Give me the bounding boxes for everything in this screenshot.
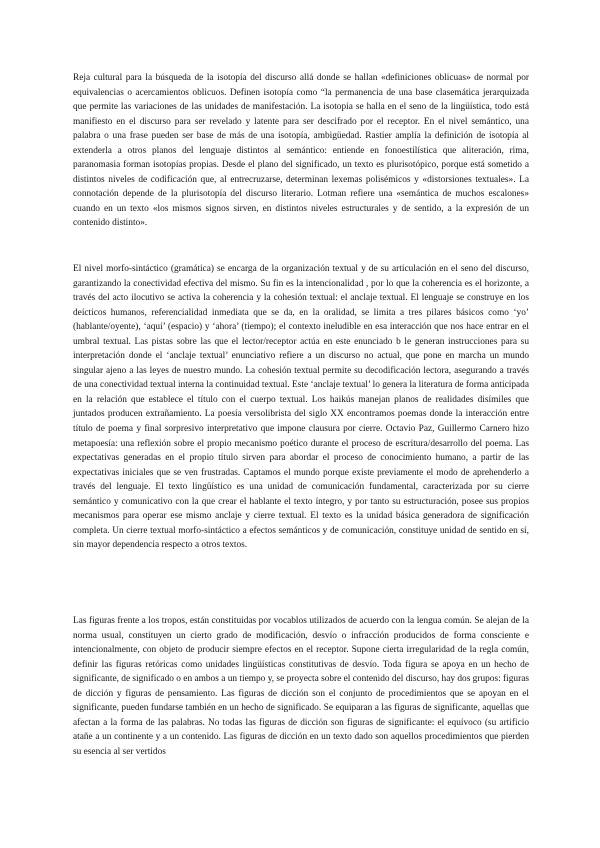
paragraph-isotopy: Reja cultural para la búsqueda de la isotopía del discurso allá donde se hallan «definiciones oblicuas» de normal por equivalencias o acercamientos oblicuos. Definen isotopía como “la permanencia de una base clasemática jerarquizada que permite las variaciones de las unidades de manifestación. La isotopía se halla en el seno de la lingüística, todo está manifiesto en el discurso para ser revelado y latente para ser descifrado por el receptor. En el nivel semántico, una palabra o una frase pueden ser base de más de una isotopía, ambigüedad. Rastier amplía la definición de isotopía al extenderla a otros planos del lenguaje distintos al semántico: entiende en fonoestilística que aliteración, rima, paranomasia forman isotopías propias. Desde el plano del significado, un texto es plurisotópico, porque está sometido a distintos niveles de codificación que, al entrecruzarse, determinan lexemas polisémicos y «distorsiones textuales». La connotación depende de la plurisotopía del discurso literario. Lotman refiere una «semántica de muchos escalones» cuando en un texto «los mismos signos sirven, en distintos niveles estructurales y de sentido, a la expresión de un contenido distinto». xyxy=(73,73,529,229)
paragraph-morphosyntactic-level: El nivel morfo-sintáctico (gramática) se encarga de la organización textual y de su articulación en el seno del discurso, garantizando la conectividad efectiva del mismo. Su fin es la intencionalidad , por lo que la coherencia es el horizonte, a través del acto ilocutivo se activa la coherencia y la cohesión textual: el anclaje textual. El lenguaje se construye en los deícticos humanos, referencialidad inmediata que se da, en la oralidad, se limita a tres pilares básicos como ‘yo’ (hablante/oyente), ‘aquí’ (espacio) y ‘ahora’ (tiempo); el contexto ineludible en esa interacción que nos hace entrar en el umbral textual. Las pistas sobre las que el lector/receptor actúa en este enunciado b le generan instrucciones para su interpretación donde el ‘anclaje textual’ enunciativo refiere a un discurso no actual, que pone en marcha un mundo singular ajeno a las leyes de nuestro mundo. La cohesión textual permite su decodificación lectora, asegurando a través de una conectividad textual interna la continuidad textual. Este ‘anclaje textual’ lo genera la literatura de forma anticipada en la relación que establece el título con el cuerpo textual. Los haikús manejan planos de realidades disímiles que juntados producen extrañamiento. La poesía versolibrista del siglo XX encontramos poemas donde la interacción entre título de poema y final sorpresivo interpretativo que impone clausura por cierre. Octavio Paz, Guillermo Carnero hizo metapoesía: una reflexión sobre el propio mecanismo poético durante el proceso de escritura/desarrollo del poema. Las expectativas generadas en el propio título sirven para abordar el proceso de conocimiento humano, a partir de las expectativas iniciales que se ven frustradas. Captamos el mundo porque existe previamente el modo de aprehenderlo a través del lenguaje. El texto lingüístico es una unidad de comunicación fundamental, caracterizada por su cierre semántico y comunicativo con la que crear el hablante el texto íntegro, y por tanto su estructuración, posee sus propios mecanismos para operar ese mismo anclaje y cierre textual. El texto es la unidad básica generadora de significación completa. Un cierre textual morfo-sintáctico a efectos semánticos y de comunicación, constituye unidad de sentido en sí, sin mayor dependencia respecto a otros textos. xyxy=(73,264,529,551)
paragraph-figures-and-tropes: Las figuras frente a los tropos, están constituidas por vocablos utilizados de acuerdo con la lengua común. Se alejan de la norma usual, constituyen un cierto grado de modificación, desvío o infracción producidos de forma consciente e intencionalmente, con objeto de producir siempre efectos en el receptor. Supone cierta irregularidad de la regla común, definir las figuras retóricas como unidades lingüísticas constitutivas de desvío. Toda figura se apoya en un hecho de significante, de significado o en ambos a un tiempo y, se proyecta sobre el contenido del discurso, hay dos grupos: figuras de dicción y figuras de pensamiento. Las figuras de dicción son el conjunto de procedimientos que se apoyan en el significante, pueden fundarse también en un hecho de significado. Se equiparan a las figuras de significante, aquellas que afectan a la forma de las palabras. No todas las figuras de dicción son figuras de significante: el equívoco (su artificio atañe a un continente y a un contenido. Las figuras de dicción en un texto dado son aquellos procedimientos que pierden su esencia al ser vertidos xyxy=(73,616,529,757)
